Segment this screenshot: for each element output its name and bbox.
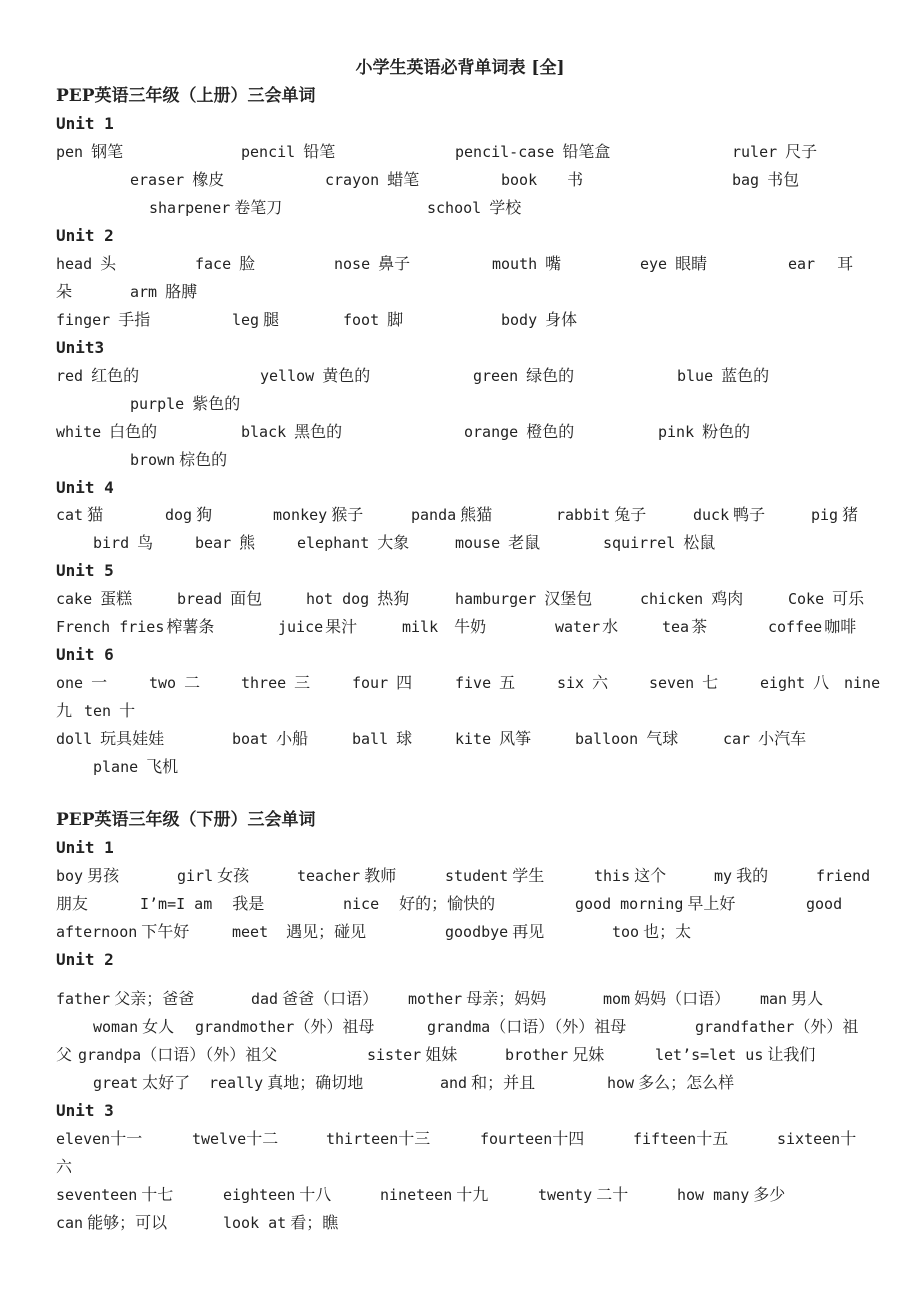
vocab-entry: juice 果汁 [278,617,358,636]
vocab-entry: Coke 可乐 [788,589,865,608]
vocab-entry: grandma（口语）（外）祖母 [427,1017,627,1036]
unit-label: Unit 2 [56,950,114,969]
vocab-entry: bird 鸟 [93,533,154,552]
vocab-entry: white 白色的 [56,422,158,441]
unit-label: Unit 1 [56,114,114,133]
unit-label: Unit3 [56,338,105,357]
vocab-entry: one 一 [56,673,108,692]
vocab-entry: too 也；太 [612,922,692,941]
vocab-entry: ten 十 [84,701,136,720]
vocab-entry: 朋友 [56,894,89,913]
vocab-entry: great 太好了 [93,1073,191,1092]
vocab-entry: mother 母亲；妈妈 [408,989,547,1008]
vocab-entry: man 男人 [760,989,824,1008]
vocab-entry: nose 鼻子 [334,254,411,273]
vocab-entry: doll 玩具娃娃 [56,729,165,748]
vocab-entry: sixteen十 [777,1129,857,1148]
vocab-entry: eighteen 十八 [223,1185,332,1204]
vocab-entry: sister 姐妹 [367,1045,458,1064]
vocab-entry: red 红色的 [56,366,140,385]
vocab-entry: pencil 铅笔 [241,142,336,161]
vocab-entry: plane 飞机 [93,757,179,776]
vocab-entry: hamburger 汉堡包 [455,589,593,608]
vocab-entry: green 绿色的 [473,366,575,385]
vocab-entry: ball 球 [352,729,413,748]
vocab-entry: how 多么；怎么样 [607,1073,735,1092]
vocab-entry: dog 狗 [165,505,213,524]
vocab-entry: six 六 [557,673,609,692]
vocab-entry: goodbye 再见 [445,922,545,941]
vocab-entry: yellow 黄色的 [260,366,371,385]
vocab-entry: father 父亲；爸爸 [56,989,195,1008]
vocab-entry: teacher 教师 [297,866,397,885]
vocab-entry: face 脸 [195,254,256,273]
vocab-entry: really 真地；确切地 [209,1073,364,1092]
vocab-entry: nineteen 十九 [380,1185,489,1204]
vocab-entry: seventeen 十七 [56,1185,174,1204]
vocab-entry: school 学校 [427,198,522,217]
vocab-entry: bag 书包 [732,170,800,189]
unit-label: Unit 6 [56,645,114,664]
section-heading-grade3-lower: PEP英语三年级（下册）三会单词 [56,810,316,830]
vocab-entry: mouse 老鼠 [455,533,541,552]
vocab-entry: elephant 大象 [297,533,410,552]
vocab-entry: black 黑色的 [241,422,343,441]
vocab-entry: kite 风筝 [455,729,532,748]
vocab-entry: mom 妈妈（口语） [603,989,731,1008]
vocab-entry: fourteen十四 [480,1129,585,1148]
unit-label: Unit 1 [56,838,114,857]
vocab-entry: pencil-case 铅笔盒 [455,142,611,161]
vocab-entry: 六 [56,1157,73,1176]
vocab-entry: thirteen十三 [326,1129,431,1148]
vocab-entry: brother 兄妹 [505,1045,605,1064]
unit-label: Unit 5 [56,561,114,580]
vocab-entry: eleven十一 [56,1129,143,1148]
vocab-entry: grandpa（口语）（外）祖父 [78,1045,278,1064]
vocab-entry: nine [844,674,881,692]
vocab-entry: squirrel 松鼠 [603,533,716,552]
vocab-entry: blue 蓝色的 [677,366,770,385]
vocab-entry: ruler 尺子 [732,142,818,161]
vocab-entry: friend [816,867,871,885]
vocab-entry: eye 眼睛 [640,254,708,273]
vocab-entry: duck 鸭子 [693,505,766,524]
vocab-entry: mouth 嘴 [492,254,562,273]
vocab-entry: bear 熊 [195,533,256,552]
vocab-entry: seven 七 [649,673,719,692]
vocab-entry: woman 女人 [93,1017,175,1036]
document-title: 小学生英语必背单词表 [全] [355,58,565,78]
vocab-entry: pink 粉色的 [658,422,751,441]
vocab-entry: let’s=let us 让我们 [655,1045,816,1064]
vocab-entry: eraser 橡皮 [130,170,225,189]
vocab-entry: ear 耳 [788,254,854,273]
vocab-entry: and 和；并且 [440,1073,536,1092]
vocab-entry: twenty 二十 [538,1185,629,1204]
vocab-entry: chicken 鸡肉 [640,589,744,608]
section-heading-grade3-upper: PEP英语三年级（上册）三会单词 [56,86,316,106]
vocab-entry: head 头 [56,254,117,273]
vocab-entry: twelve十二 [192,1129,279,1148]
vocab-entry: crayon 蜡笔 [325,170,420,189]
vocab-entry: fifteen十五 [633,1129,729,1148]
vocab-entry: my 我的 [714,866,769,885]
vocab-entry: cake 蛋糕 [56,589,133,608]
vocab-entry: cat 猫 [56,505,104,524]
vocab-entry: leg 腿 [232,310,280,329]
vocab-entry: arm 胳膊 [130,282,198,301]
vocab-entry: this 这个 [594,866,667,885]
vocab-entry: tea 茶 [662,617,708,636]
vocab-entry: pig 猪 [811,505,859,524]
vocab-entry: foot 脚 [343,310,404,329]
vocab-entry: body 身体 [501,310,578,329]
vocab-entry: book 书 [501,170,584,189]
vocab-entry: look at 看；瞧 [223,1213,339,1232]
unit-label: Unit 3 [56,1101,114,1120]
vocab-entry: purple 紫色的 [130,394,241,413]
vocab-entry: nice 好的；愉快的 [343,894,496,913]
vocab-entry: eight 八 [760,673,830,692]
vocab-entry: girl 女孩 [177,866,250,885]
vocab-entry: boy 男孩 [56,866,120,885]
vocab-entry: finger 手指 [56,310,151,329]
vocab-entry: grandmother（外）祖母 [195,1017,375,1036]
vocab-entry: milk 牛奶 [402,617,487,636]
vocab-entry: four 四 [352,673,413,692]
vocab-entry: French fries 榨薯条 [56,617,215,636]
vocab-entry: panda 熊猫 [411,505,493,524]
vocab-entry: car 小汽车 [723,729,807,748]
vocab-entry: how many 多少 [677,1185,786,1204]
vocab-entry: afternoon 下午好 [56,922,190,941]
vocab-entry: 父 [56,1045,73,1064]
vocab-entry: balloon 气球 [575,729,679,748]
vocab-entry: rabbit 兔子 [556,505,647,524]
vocab-entry: 九 [56,701,73,720]
vocab-entry: bread 面包 [177,589,263,608]
vocab-entry: can 能够；可以 [56,1213,168,1232]
vocab-entry: coffee 咖啡 [768,617,857,636]
vocab-entry: two 二 [149,673,201,692]
vocab-entry: three 三 [241,673,311,692]
vocab-entry: good morning 早上好 [575,894,736,913]
vocab-entry: orange 橙色的 [464,422,575,441]
vocab-entry: grandfather（外）祖 [695,1017,859,1036]
vocab-entry: student 学生 [445,866,545,885]
vocab-entry: water 水 [555,617,619,636]
unit-label: Unit 2 [56,226,114,245]
vocab-entry: I’m=I am 我是 [140,894,265,913]
vocab-entry: meet 遇见；碰见 [232,922,367,941]
vocab-entry: good [806,895,843,913]
vocab-entry: brown 棕色的 [130,450,228,469]
vocab-entry: dad 爸爸（口语） [251,989,379,1008]
vocab-entry: sharpener 卷笔刀 [149,198,283,217]
unit-label: Unit 4 [56,478,114,497]
vocab-entry: boat 小船 [232,729,309,748]
vocab-entry: five 五 [455,673,516,692]
vocab-entry: monkey 猴子 [273,505,364,524]
vocab-entry: hot dog 热狗 [306,589,410,608]
vocab-entry: pen 钢笔 [56,142,124,161]
vocab-entry: 朵 [56,282,73,301]
